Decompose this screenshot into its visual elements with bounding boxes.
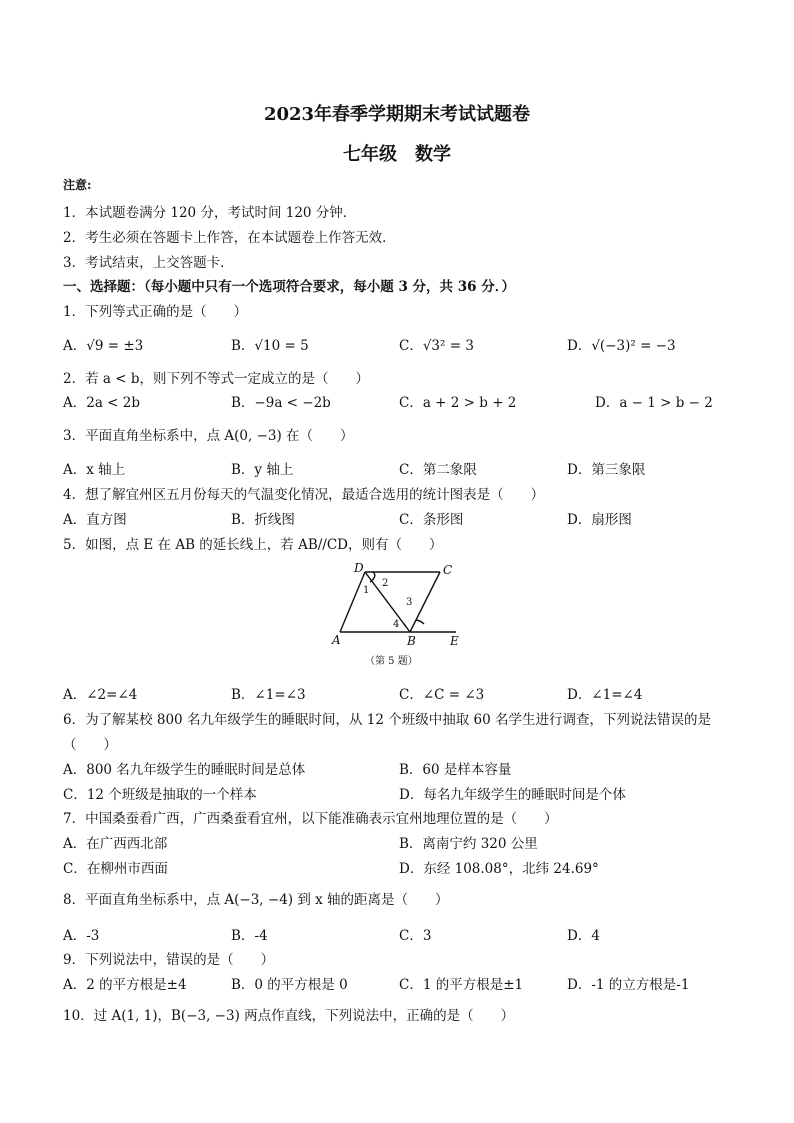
question-8-stem: 8．平面直角坐标系中，点 A(−3, −4) 到 x 轴的距离是（ ） [63, 892, 449, 908]
q8-option-d: D．4 [567, 928, 600, 944]
q7-option-a: A．在广西西北部 [63, 836, 168, 852]
q3-option-d: D．第三象限 [567, 462, 646, 478]
label-angle-4: 4 [393, 619, 400, 630]
q5-option-c: C．∠C = ∠3 [399, 687, 485, 703]
question-7-stem: 7．中国桑蚕看广西，广西桑蚕看宜州，以下能准确表示宜州地理位置的是（ ） [63, 811, 558, 827]
label-a: A [332, 633, 341, 647]
q4-option-c: C．条形图 [399, 512, 464, 528]
label-c: C [443, 563, 453, 577]
exam-subtitle: 七年级 数学 [343, 144, 451, 165]
angle-4-arc [403, 623, 406, 627]
question-6-stem: 6．为了解某校 800 名九年级学生的睡眠时间，从 12 个班级中抽取 60 名学生进行调查，下列说法错误的是 [63, 712, 711, 728]
q8-option-b: B．-4 [231, 928, 268, 944]
q8-option-a: A．-3 [63, 928, 100, 944]
question-5-stem: 5．如图，点 E 在 AB 的延长线上，若 AB//CD，则有（ ） [63, 537, 443, 553]
label-e: E [450, 634, 459, 648]
question-1-stem: 1．下列等式正确的是（ ） [63, 304, 248, 320]
q1-option-c: C．√3² = 3 [399, 338, 474, 354]
label-angle-3: 3 [406, 597, 413, 608]
question-9-stem: 9．下列说法中，错误的是（ ） [63, 952, 275, 968]
q6-option-a: A．800 名九年级学生的睡眠时间是总体 [63, 762, 306, 778]
note-item-1: 1．本试题卷满分 120 分，考试时间 120 分钟． [63, 205, 357, 221]
q2-option-b: B．−9a < −2b [231, 395, 331, 411]
label-d: D [354, 561, 364, 575]
q2-option-d: D．a − 1 > b − 2 [595, 395, 713, 411]
q9-option-c: C．1 的平方根是±1 [399, 977, 524, 993]
line-ad [340, 572, 365, 632]
q2-option-c: C．a + 2 > b + 2 [399, 395, 517, 411]
q3-option-b: B．y 轴上 [231, 462, 294, 478]
q8-option-c: C．3 [399, 928, 432, 944]
note-item-3: 3．考试结束，上交答题卡． [63, 255, 234, 271]
question-2-stem: 2．若 a < b，则下列不等式一定成立的是（ ） [63, 371, 369, 387]
q9-option-a: A．2 的平方根是±4 [63, 977, 187, 993]
question-4-stem: 4．想了解宜州区五月份每天的气温变化情况，最适合选用的统计图表是（ ） [63, 487, 545, 503]
q3-option-a: A．x 轴上 [63, 462, 126, 478]
q1-option-b: B．√10 = 5 [231, 338, 309, 354]
line-cb [410, 572, 440, 632]
q1-option-a: A．√9 = ±3 [63, 338, 144, 354]
question-6-stem-cont: （ ） [63, 737, 117, 753]
note-item-2: 2．考生必须在答题卡上作答，在本试题卷上作答无效． [63, 230, 396, 246]
q9-option-b: B．0 的平方根是 0 [231, 977, 348, 993]
q6-option-c: C．12 个班级是抽取的一个样本 [63, 787, 257, 803]
q4-option-d: D．扇形图 [567, 512, 632, 528]
q7-option-b: B．离南宁约 320 公里 [399, 836, 538, 852]
q5-option-a: A．∠2=∠4 [63, 687, 138, 703]
label-angle-2: 2 [382, 578, 389, 589]
q5-option-b: B．∠1=∠3 [231, 687, 306, 703]
q6-option-d: D．每名九年级学生的睡眠时间是个体 [399, 787, 626, 803]
section1-heading: 一、选择题：（每小题中只有一个选项符合要求，每小题 3 分，共 36 分．） [63, 279, 515, 295]
q1-option-d: D．√(−3)² = −3 [567, 338, 676, 354]
q5-option-d: D．∠1=∠4 [567, 687, 643, 703]
label-angle-1: 1 [363, 585, 370, 596]
q4-option-a: A．直方图 [63, 512, 127, 528]
notes-heading: 注意: [63, 178, 92, 192]
q9-option-d: D．-1 的立方根是-1 [567, 977, 690, 993]
geometry-figure [330, 560, 470, 670]
q2-option-a: A．2a < 2b [63, 395, 141, 411]
question-3-stem: 3．平面直角坐标系中，点 A(0, −3) 在（ ） [63, 428, 354, 444]
question-10-stem: 10．过 A(1, 1)，B(−3, −3) 两点作直线，下列说法中，正确的是（ ） [63, 1008, 515, 1024]
q3-option-c: C．第二象限 [399, 462, 477, 478]
q4-option-b: B．折线图 [231, 512, 295, 528]
q6-option-b: B．60 是样本容量 [399, 762, 512, 778]
q7-option-d: D．东经 108.08°，北纬 24.69° [399, 861, 599, 877]
exam-title: 2023年春季学期期末考试试题卷 [263, 104, 531, 125]
angle-3-arc [416, 620, 424, 624]
figure-caption: （第 5 题） [365, 656, 418, 667]
label-b: B [407, 634, 416, 648]
q7-option-c: C．在柳州市西面 [63, 861, 168, 877]
